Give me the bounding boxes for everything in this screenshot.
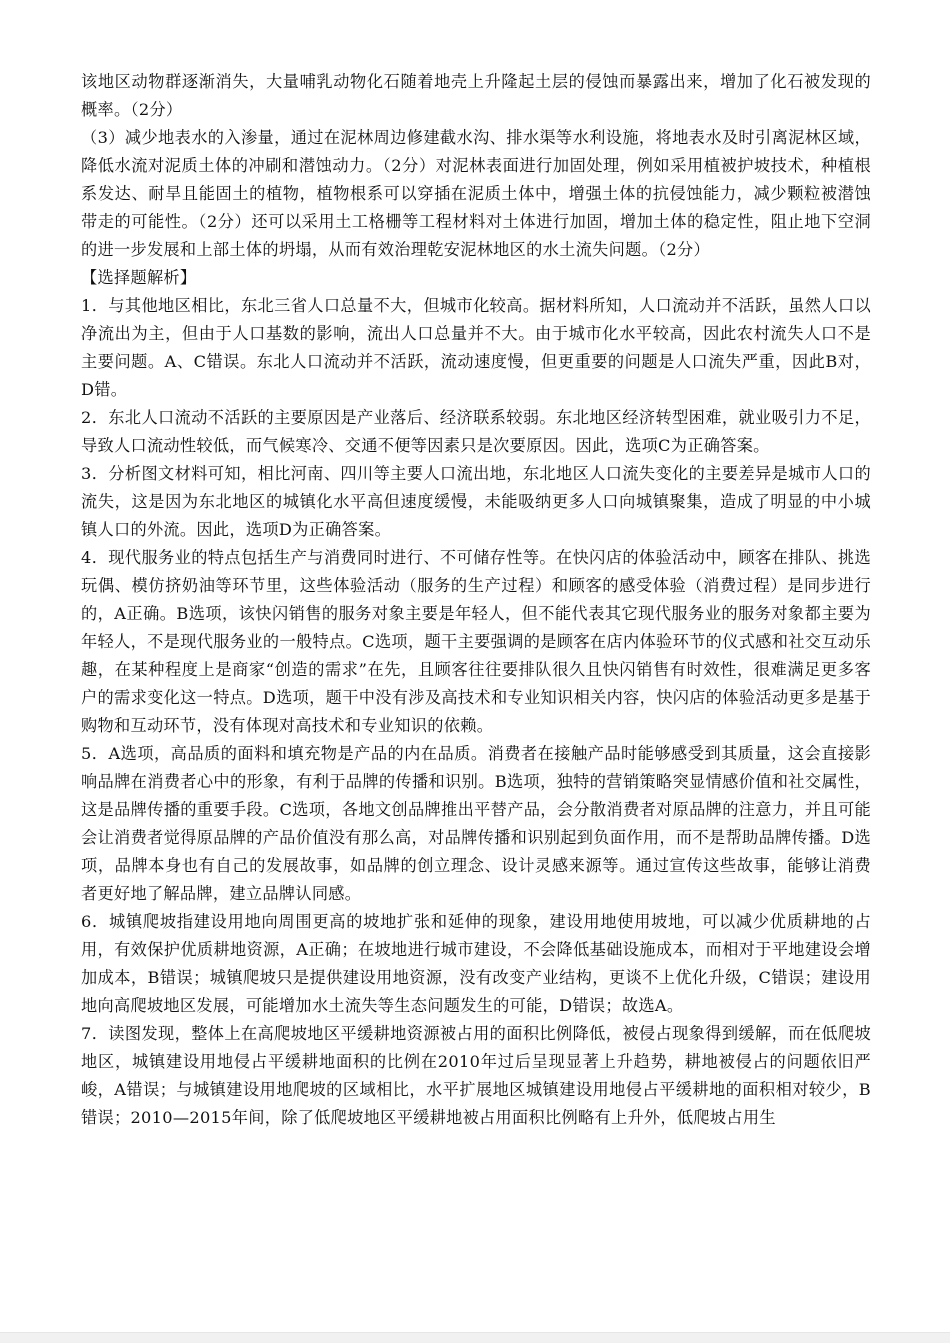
answer-item-1: 1．与其他地区相比，东北三省人口总量不大，但城市化较高。据材料所知，人口流动并不活跃，虽然人口以净流出为主，但由于人口基数的影响，流出人口总量并不大。由于城市化水平较高，因此农村流失人口不是主要问题。A、C错误。东北人口流动并不活跃，流动速度慢，但更重要的问题是人口流失严重，因此B对，D错。 (81, 296, 871, 399)
paragraph-fossil-exposure: 该地区动物群逐渐消失，大量哺乳动物化石随着地壳上升隆起土层的侵蚀而暴露出来，增加了化石被发现的概率。（2分） (81, 72, 871, 119)
answer-item-4: 4．现代服务业的特点包括生产与消费同时进行、不可储存性等。在快闪店的体验活动中，顾客在排队、挑选玩偶、模仿挤奶油等环节里，这些体验活动（服务的生产过程）和顾客的感受体验（消费过程）是同步进行的，A正确。B选项，该快闪销售的服务对象主要是年轻人，但不能代表其它现代服务业的服务对象都主要为年轻人，不是现代服务业的一般特点。C选项，题干主要强调的是顾客在店内体验环节的仪式感和社交互动乐趣，在某种程度上是商家“创造的需求”在先，且顾客往往要排队很久且快闪销售有时效性，很难满足更多客户的需求变化这一特点。D选项，题干中没有涉及高技术和专业知识相关内容，快闪店的体验活动更多是基于购物和互动环节，没有体现对高技术和专业知识的依赖。 (81, 548, 871, 735)
paragraph-answer-3: （3）减少地表水的入渗量，通过在泥林周边修建截水沟、排水渠等水利设施，将地表水及时引离泥林区域，降低水流对泥质土体的冲刷和潜蚀动力。（2分）对泥林表面进行加固处理，例如采用植被护坡技术，种植根系发达、耐旱且能固土的植物，植物根系可以穿插在泥质土体中，增强土体的抗侵蚀能力，减少颗粒被潜蚀带走的可能性。（2分）还可以采用土工格栅等工程材料对土体进行加固，增加土体的稳定性，阻止地下空洞的进一步发展和上部土体的坍塌，从而有效治理乾安泥林地区的水土流失问题。（2分） (81, 128, 871, 259)
answer-item-7: 7．读图发现，整体上在高爬坡地区平缓耕地资源被占用的面积比例降低，被侵占现象得到缓解，而在低爬坡地区，城镇建设用地侵占平缓耕地面积的比例在2010年过后呈现显著上升趋势，耕地被侵占的问题依旧严峻，A错误；与城镇建设用地爬坡的区域相比，水平扩展地区城镇建设用地侵占平缓耕地的面积相对较少，B错误；2010—2015年间，除了低爬坡地区平缓耕地被占用面积比例略有上升外，低爬坡占用生 (81, 1024, 871, 1127)
answer-item-6: 6．城镇爬坡指建设用地向周围更高的坡地扩张和延伸的现象，建设用地使用坡地，可以减少优质耕地的占用，有效保护优质耕地资源，A正确；在坡地进行城市建设，不会降低基础设施成本，而相对于平地建设会增加成本，B错误；城镇爬坡只是提供建设用地资源，没有改变产业结构，更谈不上优化升级，C错误；建设用地向高爬坡地区发展，可能增加水土流失等生态问题发生的可能，D错误；故选A。 (81, 912, 871, 1015)
answer-item-5: 5．A选项，高品质的面料和填充物是产品的内在品质。消费者在接触产品时能够感受到其质量，这会直接影响品牌在消费者心中的形象，有利于品牌的传播和识别。B选项，独特的营销策略突显情感价值和社交属性，这是品牌传播的重要手段。C选项，各地文创品牌推出平替产品，会分散消费者对原品牌的注意力，并且可能会让消费者觉得原品牌的产品价值没有那么高，对品牌传播和识别起到负面作用，而不是帮助品牌传播。D选项，品牌本身也有自己的发展故事，如品牌的创立理念、设计灵感来源等。通过宣传这些故事，能够让消费者更好地了解品牌，建立品牌认同感。 (81, 744, 871, 903)
document-page (81, 68, 871, 1132)
answer-item-2: 2．东北人口流动不活跃的主要原因是产业落后、经济联系较弱。东北地区经济转型困难，就业吸引力不足，导致人口流动性较低，而气候寒冷、交通不便等因素只是次要原因。因此，选项C为正确答案。 (81, 408, 871, 455)
answer-item-3: 3．分析图文材料可知，相比河南、四川等主要人口流出地，东北地区人口流失变化的主要差异是城市人口的流失，这是因为东北地区的城镇化水平高但速度缓慢，未能吸纳更多人口向城镇聚集，造成了明显的中小城镇人口的外流。因此，选项D为正确答案。 (81, 464, 871, 539)
page-bottom-edge (0, 1332, 950, 1343)
section-heading: 【选择题解析】 (81, 268, 197, 287)
